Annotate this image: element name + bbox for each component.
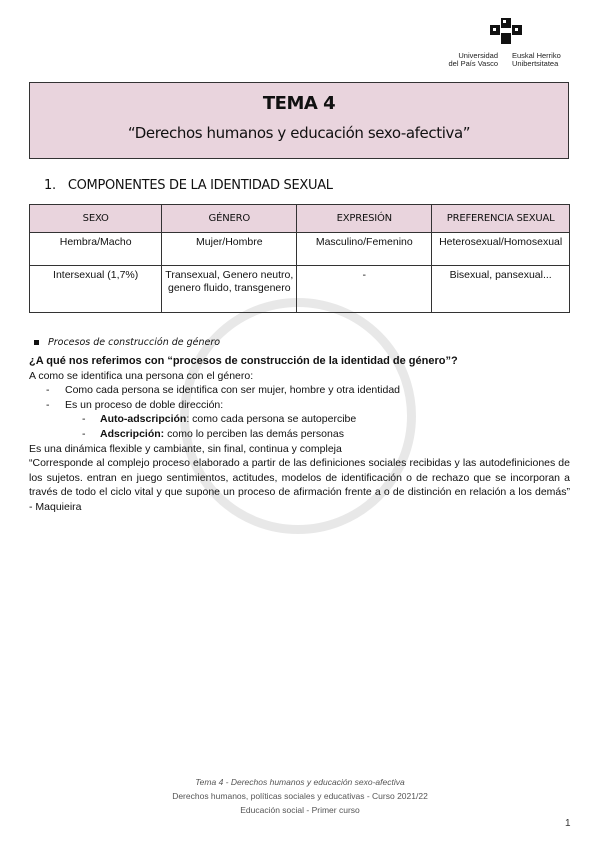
dynamic-text: Es una dinámica flexible y cambiante, sin final, continua y compleja xyxy=(29,442,342,455)
page-number: 1 xyxy=(565,818,571,829)
footer-line-2: Derechos humanos, políticas sociales y educativas - Curso 2021/22 xyxy=(172,791,428,801)
sub-list-item: - Auto-adscripción: como cada persona se autopercibe xyxy=(82,413,357,426)
identity-components-table xyxy=(29,204,570,313)
table-row xyxy=(30,266,570,313)
intro-text: A como se identifica una persona con el género: xyxy=(29,369,254,382)
page-subtitle: “Derechos humanos y educación sexo-afectiva” xyxy=(127,124,471,142)
column-header-genero: GÉNERO xyxy=(162,205,297,233)
table-cell: - xyxy=(297,266,432,313)
sub-list-item: - Adscripción: como lo perciben las demás personas xyxy=(82,427,344,440)
column-header-expresion: EXPRESIÓN xyxy=(297,205,432,233)
section-title: COMPONENTES DE LA IDENTIDAD SEXUAL xyxy=(67,178,333,193)
footer-line-3: Educación social - Primer curso xyxy=(240,805,360,815)
university-logo xyxy=(446,14,564,72)
question-heading: ¿A qué nos referimos con “procesos de construcción de la identidad de género”? xyxy=(29,355,458,367)
subsection-heading xyxy=(34,337,220,348)
logo-text-spanish: Universidad del País Vasco xyxy=(448,51,498,68)
table-cell: Bisexual, pansexual... xyxy=(432,266,570,313)
table-cell: Transexual, Genero neutro, genero fluido, transgenero xyxy=(162,266,297,313)
table-cell: Mujer/Hombre xyxy=(162,233,297,266)
title-box xyxy=(29,82,569,159)
table-cell: Heterosexual/Homosexual xyxy=(432,233,570,266)
logo-text-basque: Euskal Herriko Unibertsitatea xyxy=(512,51,561,68)
table-cell: Masculino/Femenino xyxy=(297,233,432,266)
column-header-sexo: SEXO xyxy=(30,205,162,233)
column-header-preferencia: PREFERENCIA SEXUAL xyxy=(432,205,570,233)
table-cell: Intersexual (1,7%) xyxy=(30,266,162,313)
footer-line-1: Tema 4 - Derechos humanos y educación sexo-afectiva xyxy=(195,777,405,787)
page-title: TEMA 4 xyxy=(262,93,336,114)
table-row xyxy=(30,233,570,266)
table-cell: Hembra/Macho xyxy=(30,233,162,266)
list-item: - Como cada persona se identifica con ser mujer, hombre y otra identidad xyxy=(46,384,401,397)
section-number: 1. xyxy=(44,178,56,193)
body-content xyxy=(29,354,570,515)
square-bullet-icon xyxy=(34,340,39,345)
quote-paragraph: “Corresponde al complejo proceso elaborado a partir de las definiciones sociales recibidas y las autodefiniciones de los sujetos. entran en juego sentimientos, actitudes, modelos de identificación o de rechazo que se incorporan a través de todo el ciclo vital y que supone un proceso de afirmación frente a o de distinción en relación a los demás” - Maquieira xyxy=(29,457,570,513)
upv-ehu-logo-icon xyxy=(488,16,524,46)
section-heading xyxy=(44,178,333,193)
subsection-title: Procesos de construcción de género xyxy=(48,337,221,348)
list-item: - Es un proceso de doble dirección: xyxy=(46,398,224,411)
table-header-row xyxy=(30,205,570,233)
